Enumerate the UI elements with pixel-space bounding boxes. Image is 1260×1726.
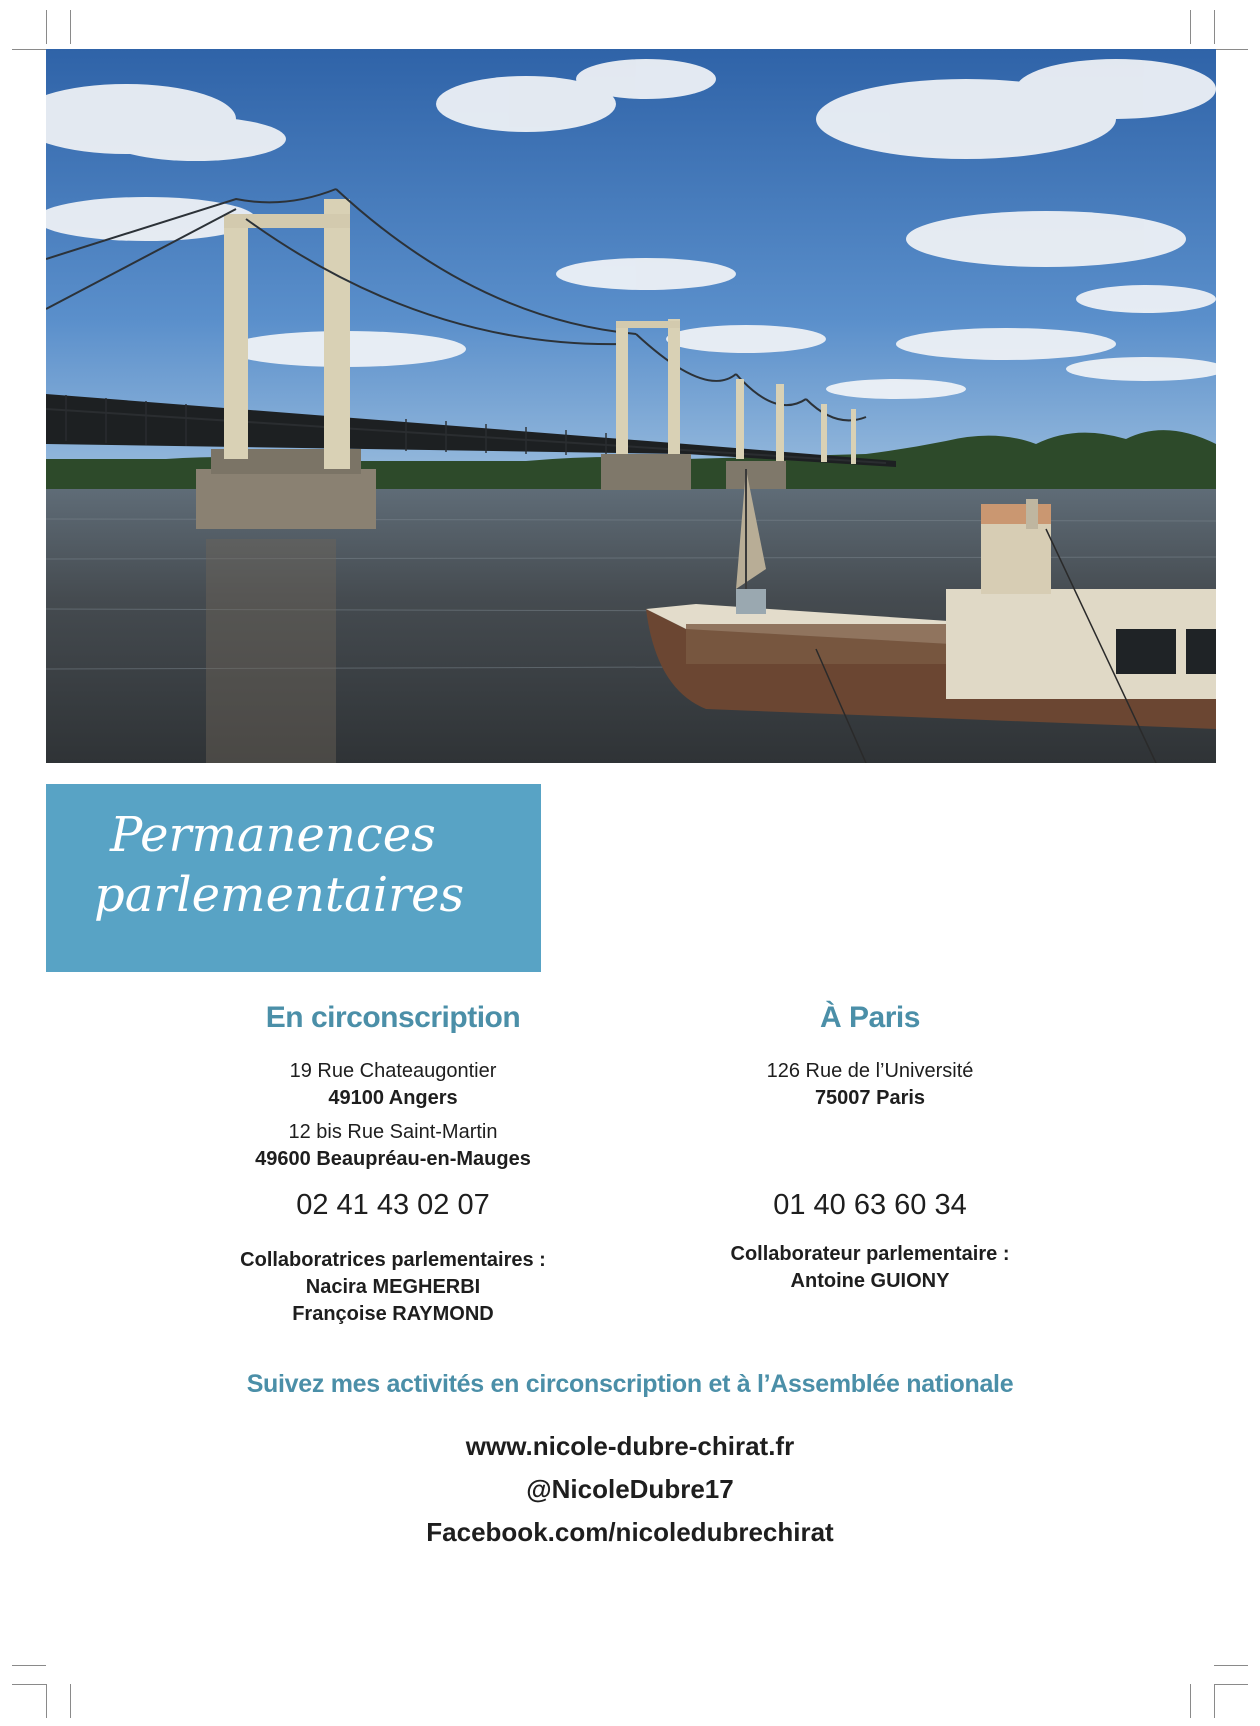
contact-links xyxy=(0,1425,1260,1554)
crop-mark xyxy=(1214,10,1215,44)
paris-street: 126 Rue de l’Université xyxy=(766,1060,974,1082)
collab-name: Françoise RAYMOND xyxy=(292,1303,494,1325)
facebook-link[interactable]: Facebook.com/nicoledubrechirat xyxy=(426,1517,834,1547)
bridge-photo-illustration xyxy=(46,49,1216,763)
bridge-photo xyxy=(46,49,1216,763)
paris-section xyxy=(700,996,1040,1295)
follow-heading: Suivez mes activités en circonscription et à l’Assemblée nationale xyxy=(246,1370,1014,1398)
crop-mark xyxy=(1214,1684,1248,1685)
circonscription-heading: En circonscription xyxy=(265,1001,521,1034)
crop-mark xyxy=(70,1684,71,1718)
title-line-1: Permanences xyxy=(110,807,436,863)
crop-mark xyxy=(46,1684,47,1718)
twitter-link[interactable]: @NicoleDubre17 xyxy=(526,1474,734,1504)
collab-title: Collaboratrices parlementaires : xyxy=(240,1249,546,1271)
collab-name: Antoine GUIONY xyxy=(790,1270,950,1292)
collab-name: Nacira MEGHERBI xyxy=(305,1276,481,1298)
office2-street: 12 bis Rue Saint-Martin xyxy=(288,1121,498,1143)
crop-mark xyxy=(1214,1665,1248,1666)
circonscription-section xyxy=(220,996,566,1328)
office2-city: 49600 Beaupréau-en-Mauges xyxy=(255,1148,531,1170)
circonscription-collaborators xyxy=(220,1247,566,1328)
crop-mark xyxy=(12,49,46,50)
title-line-2: parlementaires xyxy=(94,867,465,923)
crop-mark xyxy=(1190,10,1191,44)
title-box xyxy=(46,784,541,972)
website-link[interactable]: www.nicole-dubre-chirat.fr xyxy=(465,1431,795,1461)
paris-collaborators xyxy=(700,1241,1040,1295)
paris-phone: 01 40 63 60 34 xyxy=(773,1189,967,1221)
crop-mark xyxy=(1190,1684,1191,1718)
paris-city: 75007 Paris xyxy=(814,1087,926,1109)
collab-title: Collaborateur parlementaire : xyxy=(730,1243,1010,1265)
paris-heading: À Paris xyxy=(820,1001,920,1034)
crop-mark xyxy=(12,1684,46,1685)
crop-mark xyxy=(12,1665,46,1666)
crop-mark xyxy=(1214,1684,1215,1718)
circonscription-phone: 02 41 43 02 07 xyxy=(296,1189,490,1221)
office1-street: 19 Rue Chateaugontier xyxy=(289,1060,497,1082)
crop-mark xyxy=(70,10,71,44)
crop-mark xyxy=(1214,49,1248,50)
office1-city: 49100 Angers xyxy=(328,1087,458,1109)
crop-mark xyxy=(46,10,47,44)
